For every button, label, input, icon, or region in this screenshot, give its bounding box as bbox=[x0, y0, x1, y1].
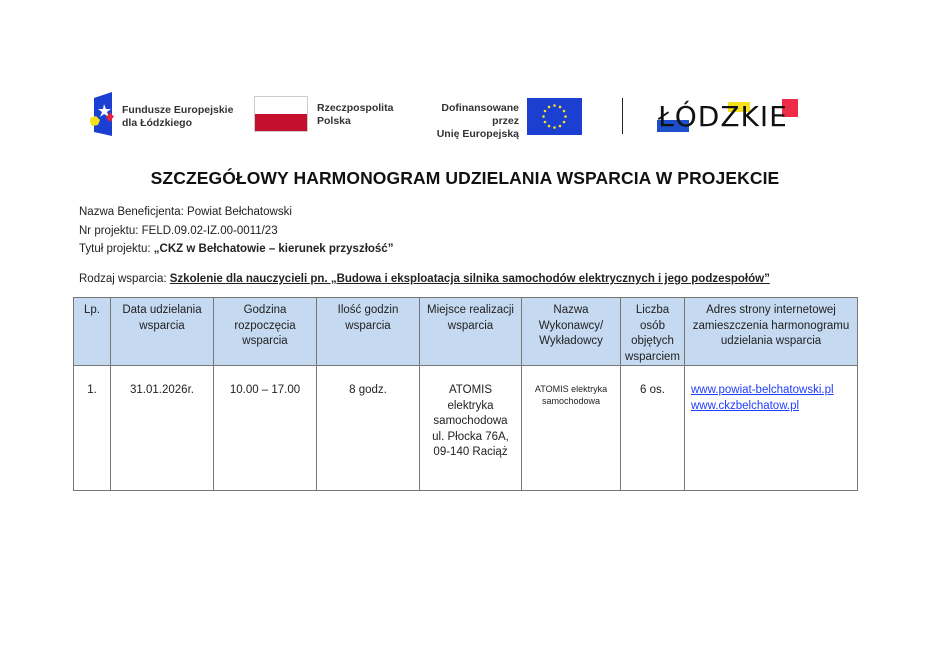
place-line-3: samochodowa bbox=[433, 415, 508, 427]
eu-star-icon bbox=[544, 121, 547, 124]
beneficiary-value: Powiat Bełchatowski bbox=[187, 206, 292, 218]
cell-lp: 1. bbox=[74, 366, 111, 491]
pl-line2: Polska bbox=[317, 115, 351, 127]
schedule-table bbox=[73, 297, 858, 491]
eu-line2: Unię Europejską bbox=[436, 128, 519, 140]
project-number-label: Nr projektu: bbox=[79, 225, 142, 237]
fe-logo-text bbox=[122, 104, 233, 130]
pl-line1: Rzeczpospolita bbox=[317, 102, 394, 114]
cell-place bbox=[420, 366, 522, 491]
place-line-4: ul. Płocka 76A, bbox=[432, 430, 509, 443]
eu-star-icon bbox=[559, 106, 562, 109]
table-header-row bbox=[74, 298, 858, 366]
beneficiary-label: Nazwa Beneficjenta: bbox=[79, 206, 188, 218]
cell-people: 6 os. bbox=[621, 366, 685, 491]
header-people: Liczba osób objętych wsparciem bbox=[621, 298, 685, 366]
cell-date: 31.01.2026r. bbox=[111, 366, 214, 491]
project-title-label: Tytuł projektu: bbox=[79, 243, 154, 255]
lodzkie-logo bbox=[656, 96, 816, 136]
eu-star-icon bbox=[553, 104, 556, 107]
header-contractor: Nazwa Wykonawcy/ Wykładowcy bbox=[522, 298, 621, 366]
eu-star-icon bbox=[542, 115, 545, 118]
eu-star-icon bbox=[559, 125, 562, 128]
fe-line2: dla Łódzkiego bbox=[122, 117, 193, 129]
eu-star-icon bbox=[548, 125, 551, 128]
project-title-line bbox=[79, 243, 393, 255]
project-title-value: „CKZ w Bełchatowie – kierunek przyszłość” bbox=[153, 243, 394, 255]
cell-hours: 10.00 – 17.00 bbox=[214, 366, 317, 491]
eu-logo-text bbox=[414, 102, 519, 141]
fe-logo bbox=[88, 92, 238, 138]
pl-logo-text bbox=[317, 102, 393, 128]
document-title: SZCZEGÓŁOWY HARMONOGRAM UDZIELANIA WSPARCIA W PROJEKCIE bbox=[150, 168, 780, 188]
lodzkie-text: ŁÓDZKIE bbox=[658, 100, 788, 133]
place-line-2: elektryka bbox=[447, 399, 494, 412]
cell-hours-count: 8 godz. bbox=[317, 366, 420, 491]
place-line-5: 09-140 Raciąż bbox=[433, 446, 508, 458]
place-line-1: ATOMIS bbox=[448, 384, 493, 396]
logo-bar bbox=[88, 90, 828, 140]
header-website: Adres strony internetowej zamieszczenia harmonogramu udzielania wsparcia bbox=[685, 298, 858, 366]
eu-star-icon bbox=[548, 106, 551, 109]
pl-logo bbox=[254, 96, 394, 136]
cell-contractor: ATOMIS elektryka samochodowa bbox=[522, 366, 621, 491]
eu-star-icon bbox=[563, 121, 566, 124]
header-place: Miejsce realizacji wsparcia bbox=[420, 298, 522, 366]
eu-star-icon bbox=[544, 110, 547, 113]
eu-flag-icon bbox=[527, 98, 582, 135]
header-hours-count: Ilość godzin wsparcia bbox=[317, 298, 420, 366]
eu-star-icon bbox=[553, 126, 556, 129]
logo-separator bbox=[622, 98, 623, 134]
project-number-value: FELD.09.02-IZ.00-0011/23 bbox=[141, 225, 278, 237]
support-type-value: Szkolenie dla nauczycieli pn. „Budowa i eksploatacja silnika samochodów elektrycznych i jego podzespołów” bbox=[169, 273, 770, 285]
header-date: Data udzielania wsparcia bbox=[111, 298, 214, 366]
header-lp: Lp. bbox=[74, 298, 111, 366]
eu-logo bbox=[414, 96, 594, 140]
fe-flag-icon bbox=[90, 92, 114, 136]
website-link-ckz[interactable]: www.ckzbelchatow.pl bbox=[691, 399, 800, 412]
table-row bbox=[74, 366, 858, 491]
poland-flag-icon bbox=[254, 96, 308, 132]
cell-websites bbox=[685, 366, 858, 491]
support-type-line bbox=[79, 273, 770, 285]
header-start-time: Godzina rozpoczęcia wsparcia bbox=[214, 298, 317, 366]
project-number-line bbox=[79, 225, 278, 237]
support-type-label: Rodzaj wsparcia: bbox=[79, 273, 170, 285]
website-link-powiat[interactable]: www.powiat-belchatowski.pl bbox=[691, 384, 834, 396]
beneficiary-line bbox=[79, 206, 292, 218]
eu-star-icon bbox=[564, 115, 567, 118]
eu-line1: Dofinansowane przez bbox=[441, 102, 519, 127]
fe-line1: Fundusze Europejskie bbox=[122, 104, 234, 116]
eu-star-icon bbox=[563, 110, 566, 113]
